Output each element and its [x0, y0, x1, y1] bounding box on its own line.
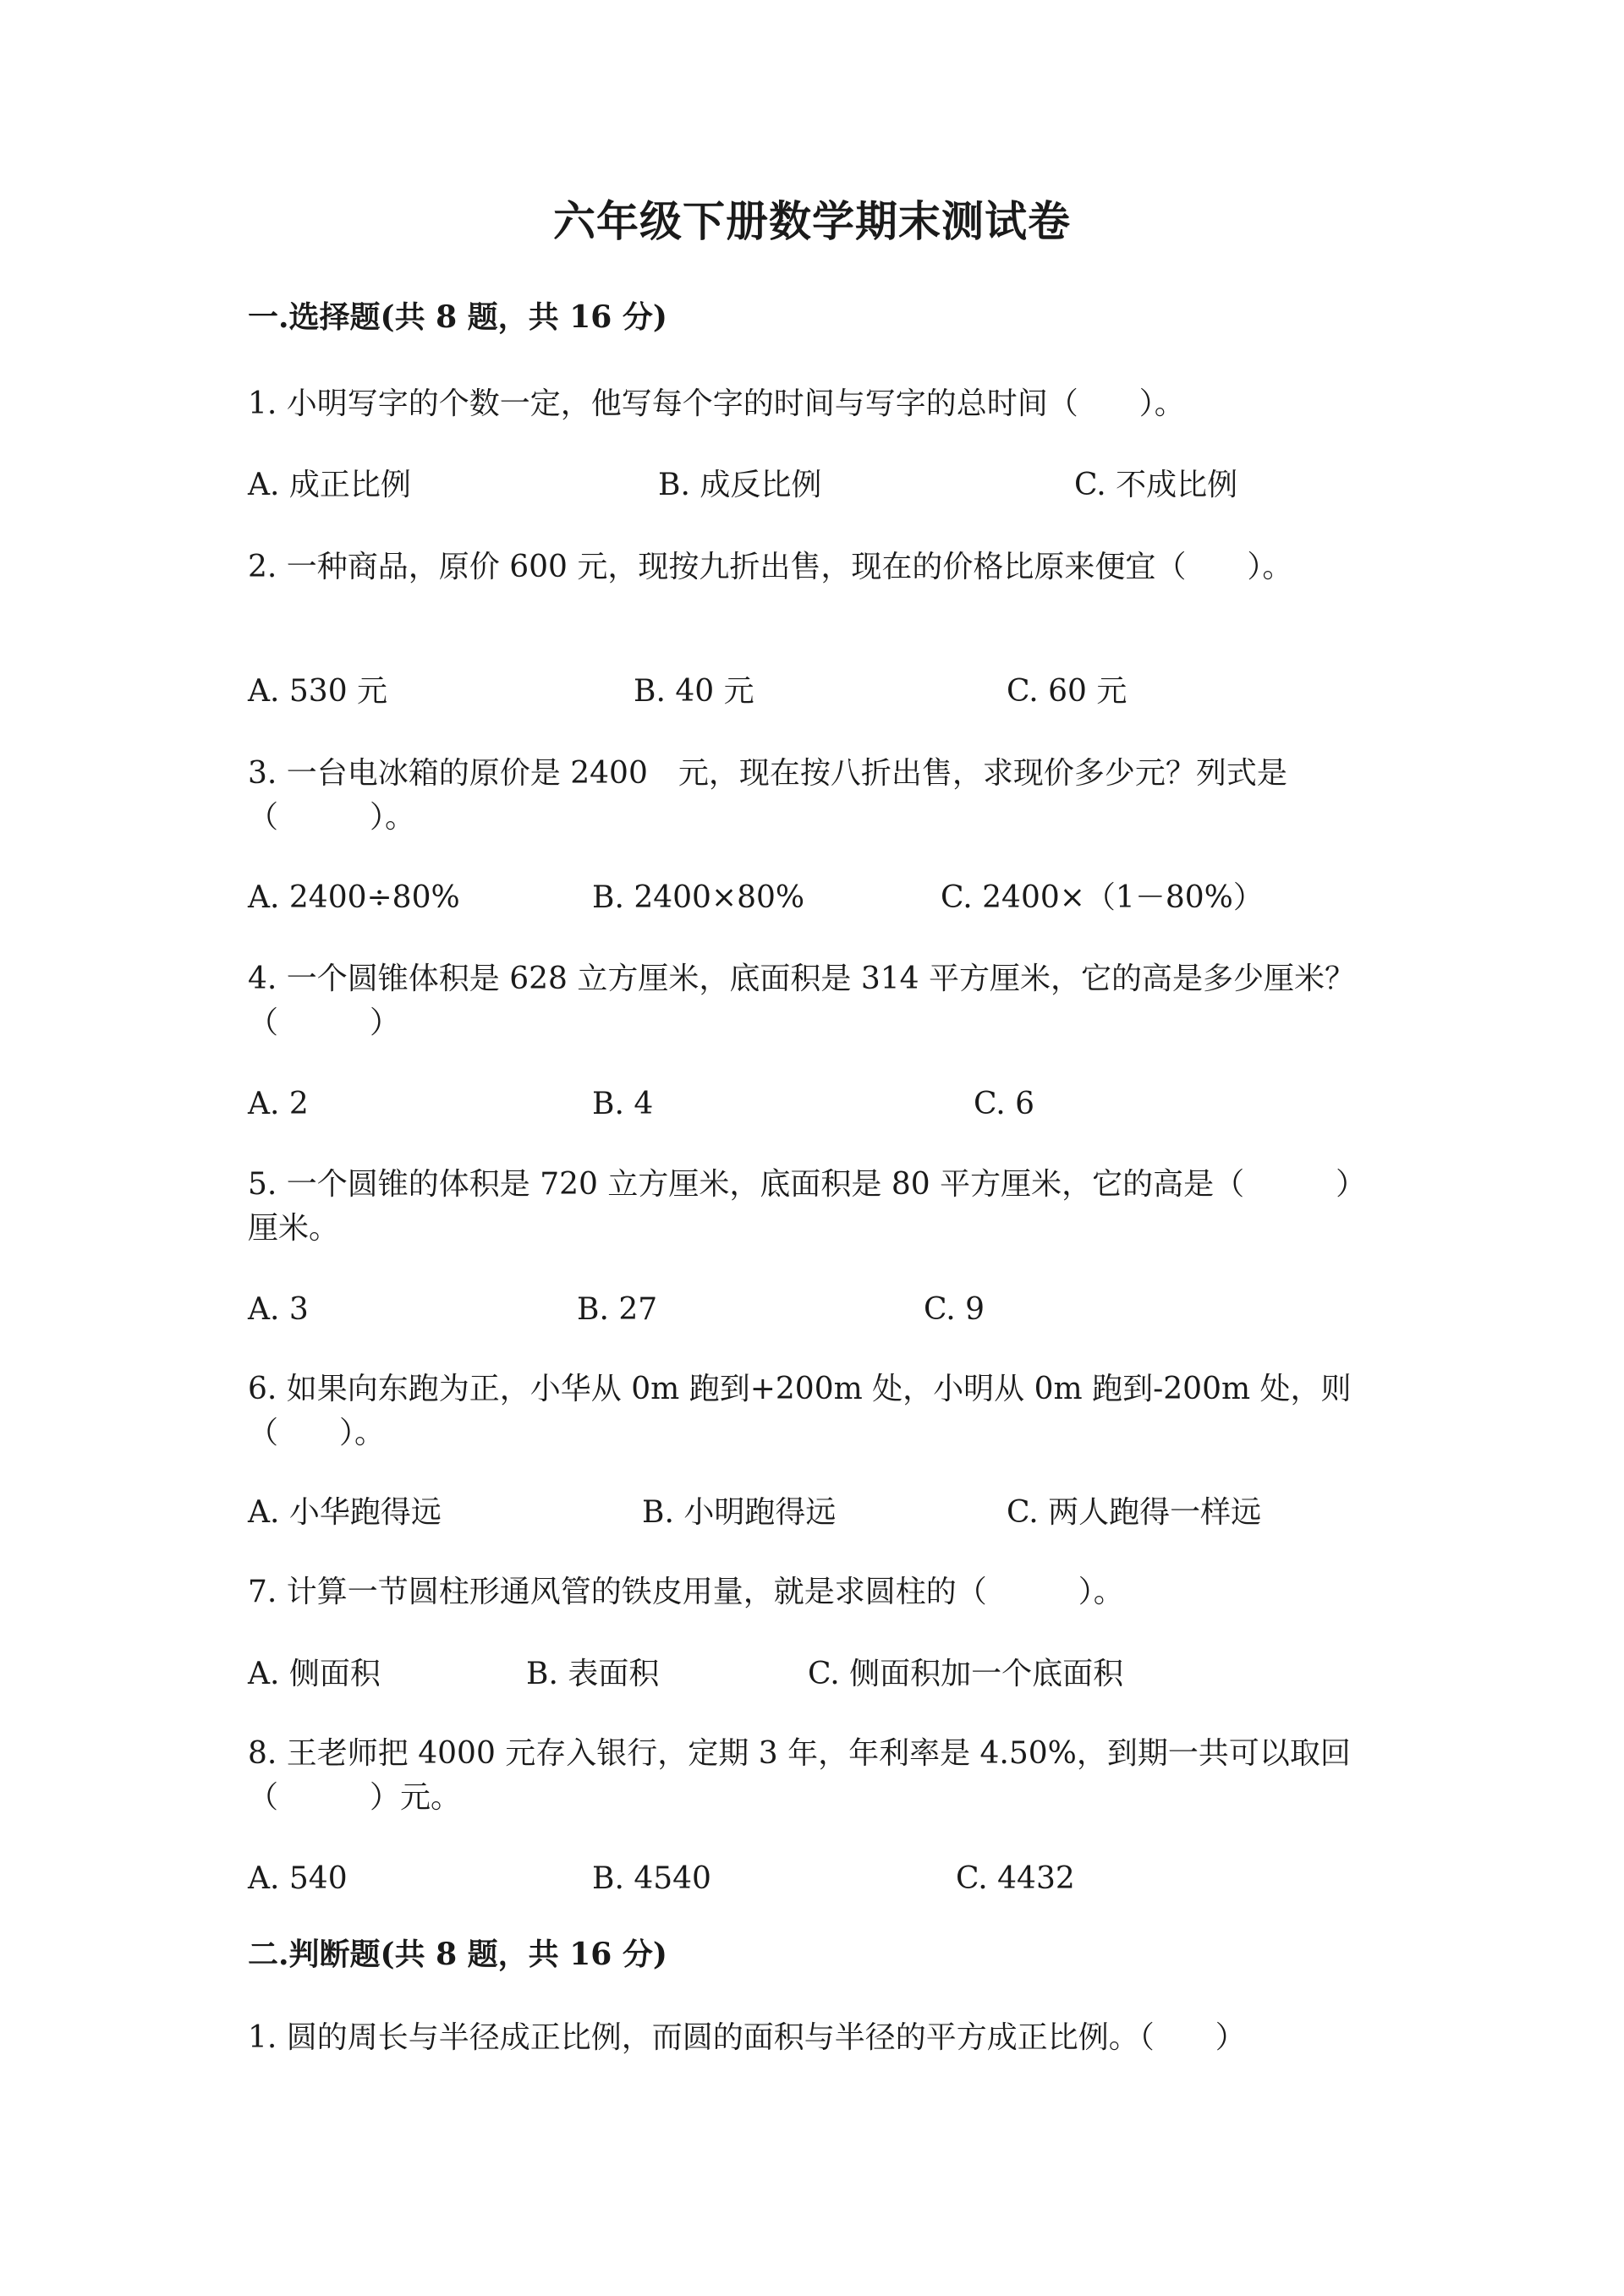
option-c: C. 60 元 — [1007, 674, 1127, 709]
option-a: A. 530 元 — [248, 674, 388, 709]
option-a: A. 侧面积 — [248, 1657, 381, 1691]
option-b: B. 小明跑得远 — [642, 1495, 837, 1530]
option-c: C. 两人跑得一样远 — [1007, 1495, 1262, 1530]
section-heading-choice: 一.选择题(共 8 题，共 16 分) — [248, 299, 667, 335]
option-b: B. 4540 — [592, 1861, 711, 1896]
question-text: 6. 如果向东跑为正，小华从 0m 跑到+200m 处，小明从 0m 跑到-200m 处，则（ ）。 — [248, 1372, 1352, 1450]
section-heading-judgment: 二.判断题(共 8 题，共 16 分) — [248, 1937, 667, 1972]
question-text: 7. 计算一节圆柱形通风管的铁皮用量，就是求圆柱的（ ）。 — [248, 1575, 1124, 1609]
option-a: A. 成正比例 — [248, 468, 411, 502]
question-text: 2. 一种商品，原价 600 元，现按九折出售，现在的价格比原来便宜（ ）。 — [248, 550, 1293, 584]
option-b: B. 40 元 — [634, 674, 754, 709]
question-text: 5. 一个圆锥的体积是 720 立方厘米，底面积是 80 平方厘米，它的高是（ ）厘米。 — [248, 1167, 1367, 1246]
option-a: A. 2 — [248, 1087, 309, 1121]
option-c: C. 9 — [924, 1292, 985, 1327]
question-text: 4. 一个圆锥体积是 628 立方厘米，底面积是 314 平方厘米，它的高是多少厘米？（ ） — [248, 962, 1355, 1040]
option-c: C. 不成比例 — [1074, 468, 1238, 502]
question-text: 3. 一台电冰箱的原价是 2400 元，现在按八折出售，求现价多少元？列式是（ ）。 — [248, 756, 1287, 835]
option-a: A. 小华跑得远 — [248, 1495, 442, 1530]
question-text: 1. 圆的周长与半径成正比例，而圆的面积与半径的平方成正比例。（ ） — [248, 2020, 1246, 2055]
option-c: C. 侧面积加一个底面积 — [808, 1657, 1124, 1691]
option-a: A. 2400÷80% — [248, 880, 460, 915]
option-c: C. 6 — [974, 1087, 1035, 1121]
option-b: B. 27 — [577, 1292, 658, 1327]
option-c: C. 2400×（1－80%） — [941, 880, 1264, 915]
page-title: 六年级下册数学期末测试卷 — [553, 196, 1071, 246]
question-text: 1. 小明写字的个数一定，他写每个字的时间与写字的总时间（ ）。 — [248, 386, 1185, 421]
option-b: B. 表面积 — [526, 1657, 660, 1691]
option-b: B. 4 — [592, 1087, 654, 1121]
option-c: C. 4432 — [956, 1861, 1075, 1896]
option-a: A. 540 — [248, 1861, 348, 1896]
option-a: A. 3 — [248, 1292, 309, 1327]
question-text: 8. 王老师把 4000 元存入银行，定期 3 年，年利率是 4.50%，到期一共可以取回（ ）元。 — [248, 1736, 1351, 1815]
option-b: B. 2400×80% — [592, 880, 805, 915]
option-b: B. 成反比例 — [658, 468, 822, 502]
